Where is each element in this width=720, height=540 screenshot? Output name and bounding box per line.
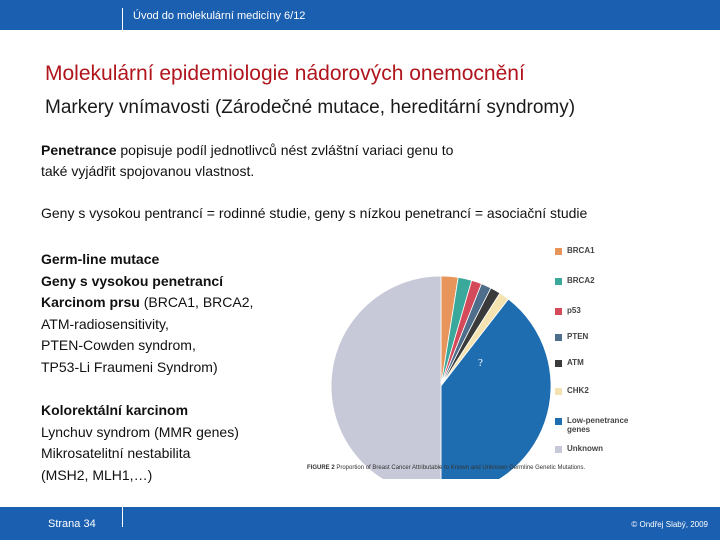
legend-swatch [555, 278, 562, 285]
germline-heading: Germ-line mutace [41, 251, 160, 267]
legend-item-unknown [555, 444, 695, 456]
legend-item-pten [555, 332, 695, 344]
legend-label: Unknown [567, 444, 603, 453]
penetrance-definition: popisuje podíl jednotlivců nést zvláštní variaci genu to také vyjádřit spojovanou vlastnost. [41, 142, 454, 179]
penetrance-term: Penetrance [41, 142, 117, 158]
lynch-line: Lynchuv syndrom (MMR genes) [41, 423, 239, 440]
legend-item-p53 [555, 306, 695, 318]
legend-swatch [555, 446, 562, 453]
legend-swatch [555, 308, 562, 315]
pten-line: PTEN-Cowden syndrom, [41, 337, 196, 353]
legend-label: Low-penetrance genes [567, 416, 629, 434]
footer-bar [0, 507, 720, 540]
legend-label: ATM [567, 358, 584, 367]
legend-label: BRCA1 [567, 246, 595, 255]
copyright: © Ondřej Slabý, 2009 [631, 520, 708, 529]
page-number: Strana 34 [48, 518, 96, 530]
legend-label: CHK2 [567, 386, 589, 395]
legend-swatch [555, 360, 562, 367]
footer-divider [122, 507, 123, 527]
legend-label: PTEN [567, 332, 589, 341]
germline-block [41, 249, 301, 378]
breast-cancer-line [41, 292, 301, 314]
figure-caption [307, 465, 585, 471]
slide-title: Molekulární epidemiologie nádorových onemocnění [45, 62, 525, 85]
breast-cancer-genes: (BRCA1, BRCA2, [139, 294, 254, 310]
slide-subtitle: Markery vnímavosti (Zárodečné mutace, hereditární syndromy) [45, 97, 576, 118]
legend-item-low-penetrance-genes [555, 416, 695, 434]
figure-caption-label: FIGURE 2 [307, 465, 335, 471]
pie-slice-unknown [331, 276, 441, 479]
unknown-question-mark: ? [478, 357, 483, 369]
legend-label: BRCA2 [567, 276, 595, 285]
mmr-genes-line: (MSH2, MLH1,…) [41, 466, 153, 483]
course-title: Úvod do molekulární medicíny 6/12 [133, 10, 306, 22]
legend-label: p53 [567, 306, 581, 315]
legend-item-chk2 [555, 386, 695, 398]
msi-line: Mikrosatelitní nestabilita [41, 445, 191, 461]
legend-swatch [555, 388, 562, 395]
legend-item-brca2 [555, 276, 695, 288]
figure-caption-text: Proportion of Breast Cancer Attributable to Known and Unknown Germline Genetic Mutations. [334, 465, 586, 471]
legend-item-atm [555, 358, 695, 370]
penetrance-studies-line: Geny s vysokou pentrancí = rodinné studie, geny s nízkou penetrancí = asociační studie [41, 205, 588, 221]
legend-swatch [555, 334, 562, 341]
colorectal-heading: Kolorektální karcinom [41, 402, 189, 418]
header-bar [0, 0, 720, 30]
legend-item-brca1 [555, 246, 695, 258]
colorectal-block [41, 400, 301, 486]
atm-line: ATM-radiosensitivity, [41, 315, 169, 332]
penetrance-paragraph [41, 140, 481, 182]
legend-swatch [555, 248, 562, 255]
high-penetrance-heading: Geny s vysokou penetrancí [41, 272, 224, 289]
breast-cancer-term: Karcinom prsu [41, 294, 140, 310]
header-divider [122, 8, 123, 30]
legend-swatch [555, 418, 562, 425]
tp53-line: TP53-Li Fraumeni Syndrom) [41, 358, 218, 375]
